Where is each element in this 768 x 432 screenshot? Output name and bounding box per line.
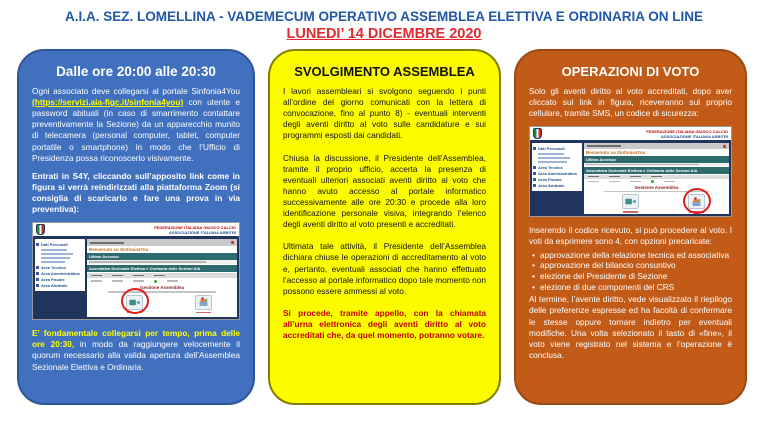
right-paragraph-2: Inserendo il codice ricevuto, si può procedere al voto. I voti da esprimere sono 4, con opzioni precaricate: xyxy=(529,225,732,247)
figc-logo xyxy=(533,128,542,139)
left-paragraph-3 xyxy=(32,328,240,372)
sidebar-sublink xyxy=(41,261,65,263)
portal-breadcrumb-bar xyxy=(87,239,237,246)
left-p1-after: con utente e password abituali (in caso di smarrimento contattare preventivamente la Sezione) da un apparecchio munito di telecamera (personal computer, tablet, computer portatile o smartphone) in modo che l’Ufficio di Presidenza possa riconoscerlo visivamente. xyxy=(32,97,240,163)
right-panel-title: OPERAZIONI DI VOTO xyxy=(561,64,700,79)
portal-org xyxy=(646,129,728,139)
portal-main xyxy=(584,143,729,214)
sidebar-label: Area Tecnica xyxy=(41,265,66,271)
panel-svolgimento-assemblea xyxy=(268,49,501,405)
portal-section-title: Gestione Assemblea xyxy=(634,185,679,191)
icon-caption xyxy=(623,211,638,213)
portal-org-line1: FEDERAZIONE ITALIANA GIUOCO CALCIO xyxy=(154,224,236,230)
portal-ultimo-accesso-bar: Ultimo Accesso xyxy=(584,156,729,162)
left-paragraph-2: Entrati in S4Y, cliccando sull’apposito link come in figura si verrà reindirizzati alla piattaforma Zoom (si consiglia di scaricarlo e fare una prova in via preventiva): xyxy=(32,170,240,215)
sidebar-label: Dati Personali xyxy=(41,242,68,248)
portal-action-icons xyxy=(87,293,237,318)
left-panel-title: Dalle ore 20:00 alle 20:30 xyxy=(56,64,216,79)
status-green-icon xyxy=(154,280,157,283)
portal-section-title: Gestione Assemblea xyxy=(139,285,185,291)
portal-welcome: Benvenuto su Sinfonia4You xyxy=(586,150,646,156)
sinfonia4you-link[interactable]: (https://servizi.aia-figc.it/sinfonia4you) xyxy=(32,97,184,108)
folder-icon xyxy=(36,284,39,287)
portal-header xyxy=(33,223,239,237)
panel-operazioni-di-voto xyxy=(514,49,747,405)
sidebar-item-area-tecnica xyxy=(36,265,84,270)
sidebar-label: Area Arbitrale xyxy=(41,283,68,289)
figc-logo xyxy=(36,224,45,235)
panels-row xyxy=(0,49,768,405)
zoom-link-slot xyxy=(126,295,143,310)
sidebar-label: Area Arbitrale xyxy=(538,183,565,189)
voting-option: • approvazione della relazione tecnica ed associativa xyxy=(531,250,732,261)
portal-assemblea-bar: Assemblea Sezionale Elettiva e Ordinaria delle Sezioni AIA xyxy=(584,167,729,173)
center-paragraph-1: I lavori assembleari si svolgono seguendo i punti all’ordine del giorno comunicati con la lettera di convocazione, fino al punto 8) - eventuali interventi degli aventi diritto al voto sulle candidature e sui programmi esposti dai candidati. xyxy=(283,86,486,141)
portal-assemblea-bar: Assemblea Sezionale Elettiva e Ordinaria delle Sezioni AIA xyxy=(87,265,237,272)
right-paragraph-3: Al termine, l’avente diritto, vede visualizzato il riepilogo delle preferenze espresse ed ha facoltà di confermare le stesse oppure tornare indietro per eventuali modifiche. Una volta selezionato il tasto di «fine», il voto viene registrato nel sistema e l’operazione è conclusa. xyxy=(529,294,732,360)
slide-header xyxy=(0,9,768,42)
slide-date: LUNEDI’ 14 DICEMBRE 2020 xyxy=(286,26,482,42)
right-paragraph-1: Solo gli aventi diritto al voto accreditati, dopo aver cliccato sul link in figura, riceveranno sul proprio cellulare, tramite SMS, un codice di sicurezza: xyxy=(529,86,732,119)
sidebar-sublink xyxy=(538,153,564,155)
sidebar-sublink xyxy=(41,249,67,251)
vote-link-slot xyxy=(688,194,705,209)
icon-caption xyxy=(196,312,211,314)
folder-icon xyxy=(533,166,536,169)
zoom-link-slot xyxy=(622,194,639,209)
sidebar-item-area-arbitrale xyxy=(36,283,84,288)
sidebar-label: Area Amministrativa xyxy=(538,171,577,177)
portal-action-icons xyxy=(584,192,729,214)
center-paragraph-3: Ultimata tale attività, il Presidente dell’Assemblea dichiara chiuse le operazioni di accreditamento al voto e, pertanto, eventuali associati che hanno effettuato l’accesso al portale informatico dopo tale momento non possono essere ammessi al voto. xyxy=(283,241,486,296)
sidebar-sublink xyxy=(41,253,73,255)
status-green-icon xyxy=(651,180,654,183)
sidebar-item-dati-personali xyxy=(533,146,581,151)
folder-icon xyxy=(533,178,536,181)
sidebar-item-area-fiscale xyxy=(533,177,581,182)
left-p3-rest: in modo da raggiungere velocemente il quorum necessario alla valida apertura dell’Assemblea Sezionale Elettiva e Ordinaria. xyxy=(32,339,240,372)
folder-icon xyxy=(533,172,536,175)
close-icon xyxy=(723,145,726,148)
portal-sidebar xyxy=(532,143,582,191)
portal-welcome: Benvenuto su Sinfonia4You xyxy=(89,247,149,253)
portal-sidebar xyxy=(35,239,85,291)
portal-body xyxy=(530,141,731,216)
voting-option: • elezione del Presidente di Sezione xyxy=(531,271,732,282)
portal-org-line2: ASSOCIAZIONE ITALIANA ARBITRI xyxy=(169,229,236,235)
center-panel-title: SVOLGIMENTO ASSEMBLEA xyxy=(294,64,475,79)
sidebar-item-area-arbitrale xyxy=(533,183,581,188)
folder-icon xyxy=(36,266,39,269)
sidebar-label: Area Tecnica xyxy=(538,165,563,171)
folder-icon xyxy=(36,278,39,281)
red-circle-highlight xyxy=(683,188,711,214)
voting-option: • approvazione del bilancio consuntivo xyxy=(531,260,732,271)
ballot-box-icon[interactable] xyxy=(195,295,212,310)
left-p1-before: Ogni associato deve collegarsi al portale Sinfonia4You xyxy=(32,86,240,96)
sidebar-label: Area Fiscale xyxy=(41,277,65,283)
folder-icon xyxy=(36,243,39,246)
portal-table-row xyxy=(584,179,729,184)
portal-org-line1: FEDERAZIONE ITALIANA GIUOCO CALCIO xyxy=(646,128,728,134)
folder-icon xyxy=(36,272,39,275)
portal-info-row xyxy=(87,260,237,264)
sidebar-item-area-amministrativa xyxy=(533,171,581,176)
folder-icon xyxy=(533,147,536,150)
video-camera-icon[interactable] xyxy=(622,194,639,209)
portal-table-row xyxy=(87,278,237,284)
left-p3-highlight: E’ fondamentale collegarsi per tempo, prima delle ore 20:30, xyxy=(32,328,240,350)
panel-orario-collegamento xyxy=(17,49,255,405)
sidebar-sublink xyxy=(41,257,70,259)
voting-option: • elezione di due componenti del CRS xyxy=(531,282,732,293)
sidebar-item-area-fiscale xyxy=(36,277,84,282)
close-icon xyxy=(231,241,234,244)
portal-screenshot-voto xyxy=(529,126,732,217)
folder-icon xyxy=(533,184,536,187)
portal-screenshot-zoom xyxy=(32,222,240,320)
portal-org-line2: ASSOCIAZIONE ITALIANA ARBITRI xyxy=(661,133,728,139)
slide-title: A.I.A. SEZ. LOMELLINA - VADEMECUM OPERATIVO ASSEMBLEA ELETTIVA E ORDINARIA ON LINE xyxy=(64,9,703,24)
portal-body xyxy=(33,237,239,319)
sidebar-label: Area Amministrativa xyxy=(41,271,80,277)
center-paragraph-4: Si procede, tramite appello, con la chiamata all’urna elettronica degli aventi diritto al voto accreditati che, da quel momento, potranno votare. xyxy=(283,307,486,341)
sidebar-sublink xyxy=(538,161,567,163)
red-circle-highlight xyxy=(121,288,149,314)
vote-link-slot xyxy=(195,295,212,310)
portal-main xyxy=(87,239,237,317)
portal-header xyxy=(530,127,731,141)
sidebar-item-area-amministrativa xyxy=(36,271,84,276)
sidebar-label: Area Fiscale xyxy=(538,177,562,183)
sidebar-item-dati-personali xyxy=(36,242,84,247)
voting-options-list xyxy=(531,250,732,294)
sidebar-label: Dati Personali xyxy=(538,146,565,152)
portal-org xyxy=(154,225,236,235)
sidebar-item-area-tecnica xyxy=(533,165,581,170)
sidebar-sublink xyxy=(538,157,570,159)
center-paragraph-2: Chiusa la discussione, il Presidente dell’Assemblea, tramite il proprio ufficio, accerta la presenza di eventuali ulteriori associati aventi diritto al voto che hanno avuto accesso al portale informatico successivamente alle ore 20:30 e procede alla loro identificazione personale visiva, integrando l’elenco degli aventi diritto al voto presenti e accreditati. xyxy=(283,152,486,230)
left-paragraph-1 xyxy=(32,86,240,164)
portal-info-row xyxy=(584,163,729,166)
portal-ultimo-accesso-bar: Ultimo Accesso xyxy=(87,253,237,260)
